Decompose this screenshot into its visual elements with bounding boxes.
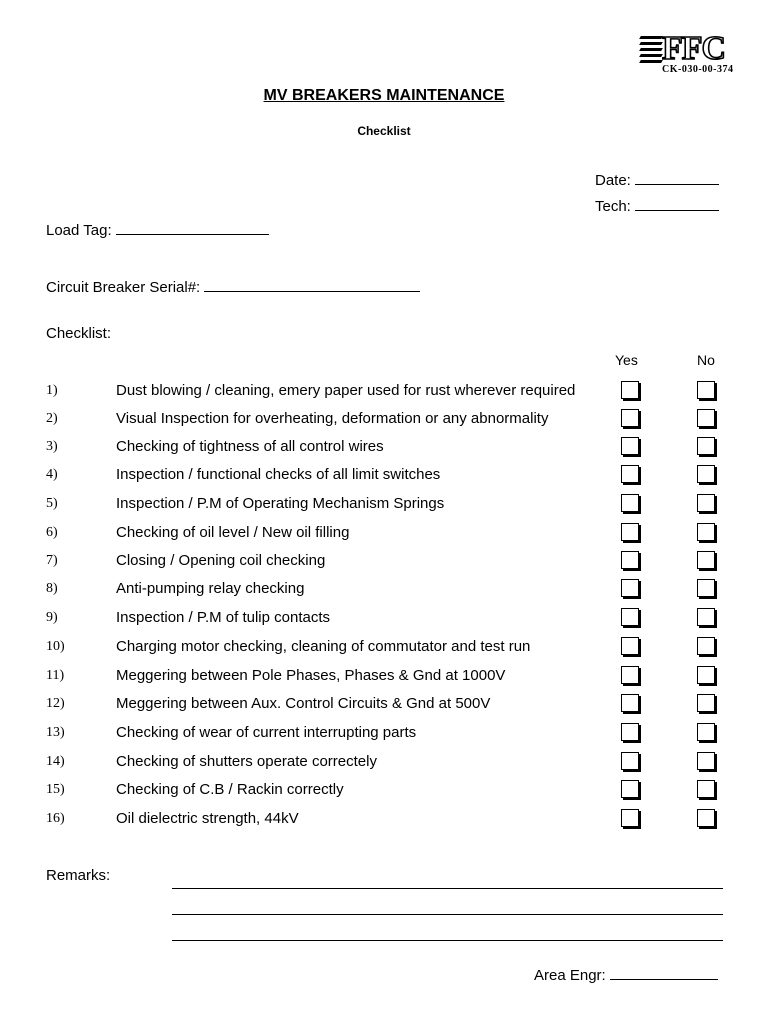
item-text: Checking of oil level / New oil filling (116, 524, 350, 541)
checklist-label: Checklist: (46, 325, 112, 342)
item-text: Visual Inspection for overheating, deformation or any abnormality (116, 410, 549, 427)
item-number: 3) (46, 439, 58, 454)
item-text: Meggering between Aux. Control Circuits & Gnd at 500V (116, 695, 491, 712)
area-engr-blank[interactable] (610, 967, 718, 980)
no-checkbox[interactable] (697, 551, 715, 569)
load-tag-label: Load Tag: (46, 222, 112, 239)
column-no: No (697, 352, 715, 368)
logo-stripe (639, 42, 663, 45)
item-text: Checking of tightness of all control wires (116, 438, 384, 455)
yes-checkbox[interactable] (621, 752, 639, 770)
item-number: 7) (46, 553, 58, 568)
checklist-row (0, 494, 768, 518)
no-checkbox[interactable] (697, 666, 715, 684)
area-engr-label: Area Engr: (534, 967, 606, 984)
date-blank[interactable] (635, 172, 719, 185)
area-engr-field[interactable] (534, 967, 718, 984)
checklist-row (0, 579, 768, 603)
load-tag-field[interactable] (46, 222, 269, 239)
item-number: 16) (46, 811, 65, 826)
item-number: 15) (46, 782, 65, 797)
item-text: Inspection / P.M of tulip contacts (116, 609, 331, 626)
item-text: Oil dielectric strength, 44kV (116, 810, 299, 827)
checklist-row (0, 465, 768, 489)
checklist-row (0, 809, 768, 833)
item-number: 12) (46, 696, 65, 711)
yes-checkbox[interactable] (621, 666, 639, 684)
checklist-row (0, 523, 768, 547)
serial-field[interactable] (46, 279, 420, 296)
no-checkbox[interactable] (697, 809, 715, 827)
checklist-row (0, 780, 768, 804)
remarks-line[interactable] (172, 940, 723, 941)
logo-stripe (639, 60, 663, 63)
no-checkbox[interactable] (697, 608, 715, 626)
remarks-line[interactable] (172, 888, 723, 889)
item-text: Dust blowing / cleaning, emery paper used for rust wherever required (116, 382, 576, 399)
date-label: Date: (595, 172, 631, 189)
checklist-row (0, 694, 768, 718)
logo-text: FFC (662, 30, 726, 67)
document-code: CK-030-00-374 (662, 64, 734, 75)
item-text: Anti-pumping relay checking (116, 580, 305, 597)
yes-checkbox[interactable] (621, 579, 639, 597)
item-number: 2) (46, 411, 58, 426)
checklist-row (0, 666, 768, 690)
no-checkbox[interactable] (697, 637, 715, 655)
no-checkbox[interactable] (697, 694, 715, 712)
tech-label: Tech: (595, 198, 631, 215)
checklist-row (0, 752, 768, 776)
checklist-row (0, 637, 768, 661)
item-number: 1) (46, 383, 58, 398)
item-text: Checking of shutters operate correctely (116, 753, 377, 770)
yes-checkbox[interactable] (621, 437, 639, 455)
load-tag-blank[interactable] (116, 222, 269, 235)
page-subtitle: Checklist (357, 124, 411, 138)
yes-checkbox[interactable] (621, 780, 639, 798)
ffc-logo (638, 32, 738, 76)
item-text: Checking of wear of current interrupting parts (116, 724, 417, 741)
no-checkbox[interactable] (697, 437, 715, 455)
no-checkbox[interactable] (697, 523, 715, 541)
item-text: Meggering between Pole Phases, Phases & Gnd at 1000V (116, 667, 506, 684)
serial-blank[interactable] (204, 279, 420, 292)
item-number: 6) (46, 525, 58, 540)
no-checkbox[interactable] (697, 465, 715, 483)
no-checkbox[interactable] (697, 723, 715, 741)
item-text: Checking of C.B / Rackin correctly (116, 781, 344, 798)
checklist-row (0, 551, 768, 575)
item-number: 11) (46, 668, 65, 683)
item-text: Inspection / P.M of Operating Mechanism Springs (116, 495, 445, 512)
no-checkbox[interactable] (697, 780, 715, 798)
logo-stripe (639, 48, 663, 51)
yes-checkbox[interactable] (621, 465, 639, 483)
tech-field[interactable] (595, 198, 719, 215)
item-number: 4) (46, 467, 58, 482)
column-yes: Yes (615, 352, 638, 368)
yes-checkbox[interactable] (621, 381, 639, 399)
item-number: 8) (46, 581, 58, 596)
item-number: 14) (46, 754, 65, 769)
yes-checkbox[interactable] (621, 608, 639, 626)
checklist-row (0, 409, 768, 433)
serial-label: Circuit Breaker Serial#: (46, 279, 201, 296)
checklist-row (0, 608, 768, 632)
yes-checkbox[interactable] (621, 809, 639, 827)
tech-blank[interactable] (635, 198, 719, 211)
no-checkbox[interactable] (697, 494, 715, 512)
remarks-label: Remarks: (46, 867, 111, 884)
remarks-line[interactable] (172, 914, 723, 915)
checklist-row (0, 723, 768, 747)
yes-checkbox[interactable] (621, 637, 639, 655)
checklist-row (0, 381, 768, 405)
logo-stripe (639, 54, 663, 57)
yes-checkbox[interactable] (621, 723, 639, 741)
yes-checkbox[interactable] (621, 694, 639, 712)
item-number: 5) (46, 496, 58, 511)
yes-checkbox[interactable] (621, 551, 639, 569)
yes-checkbox[interactable] (621, 523, 639, 541)
item-text: Closing / Opening coil checking (116, 552, 326, 569)
page-title: MV BREAKERS MAINTENANCE (263, 87, 505, 104)
no-checkbox[interactable] (697, 381, 715, 399)
item-text: Charging motor checking, cleaning of commutator and test run (116, 638, 531, 655)
yes-checkbox[interactable] (621, 494, 639, 512)
no-checkbox[interactable] (697, 752, 715, 770)
item-number: 9) (46, 610, 58, 625)
no-checkbox[interactable] (697, 409, 715, 427)
date-field[interactable] (595, 172, 719, 189)
checklist-row (0, 437, 768, 461)
item-number: 10) (46, 639, 65, 654)
item-text: Inspection / functional checks of all limit switches (116, 466, 441, 483)
item-number: 13) (46, 725, 65, 740)
yes-checkbox[interactable] (621, 409, 639, 427)
logo-stripe (639, 36, 663, 39)
no-checkbox[interactable] (697, 579, 715, 597)
